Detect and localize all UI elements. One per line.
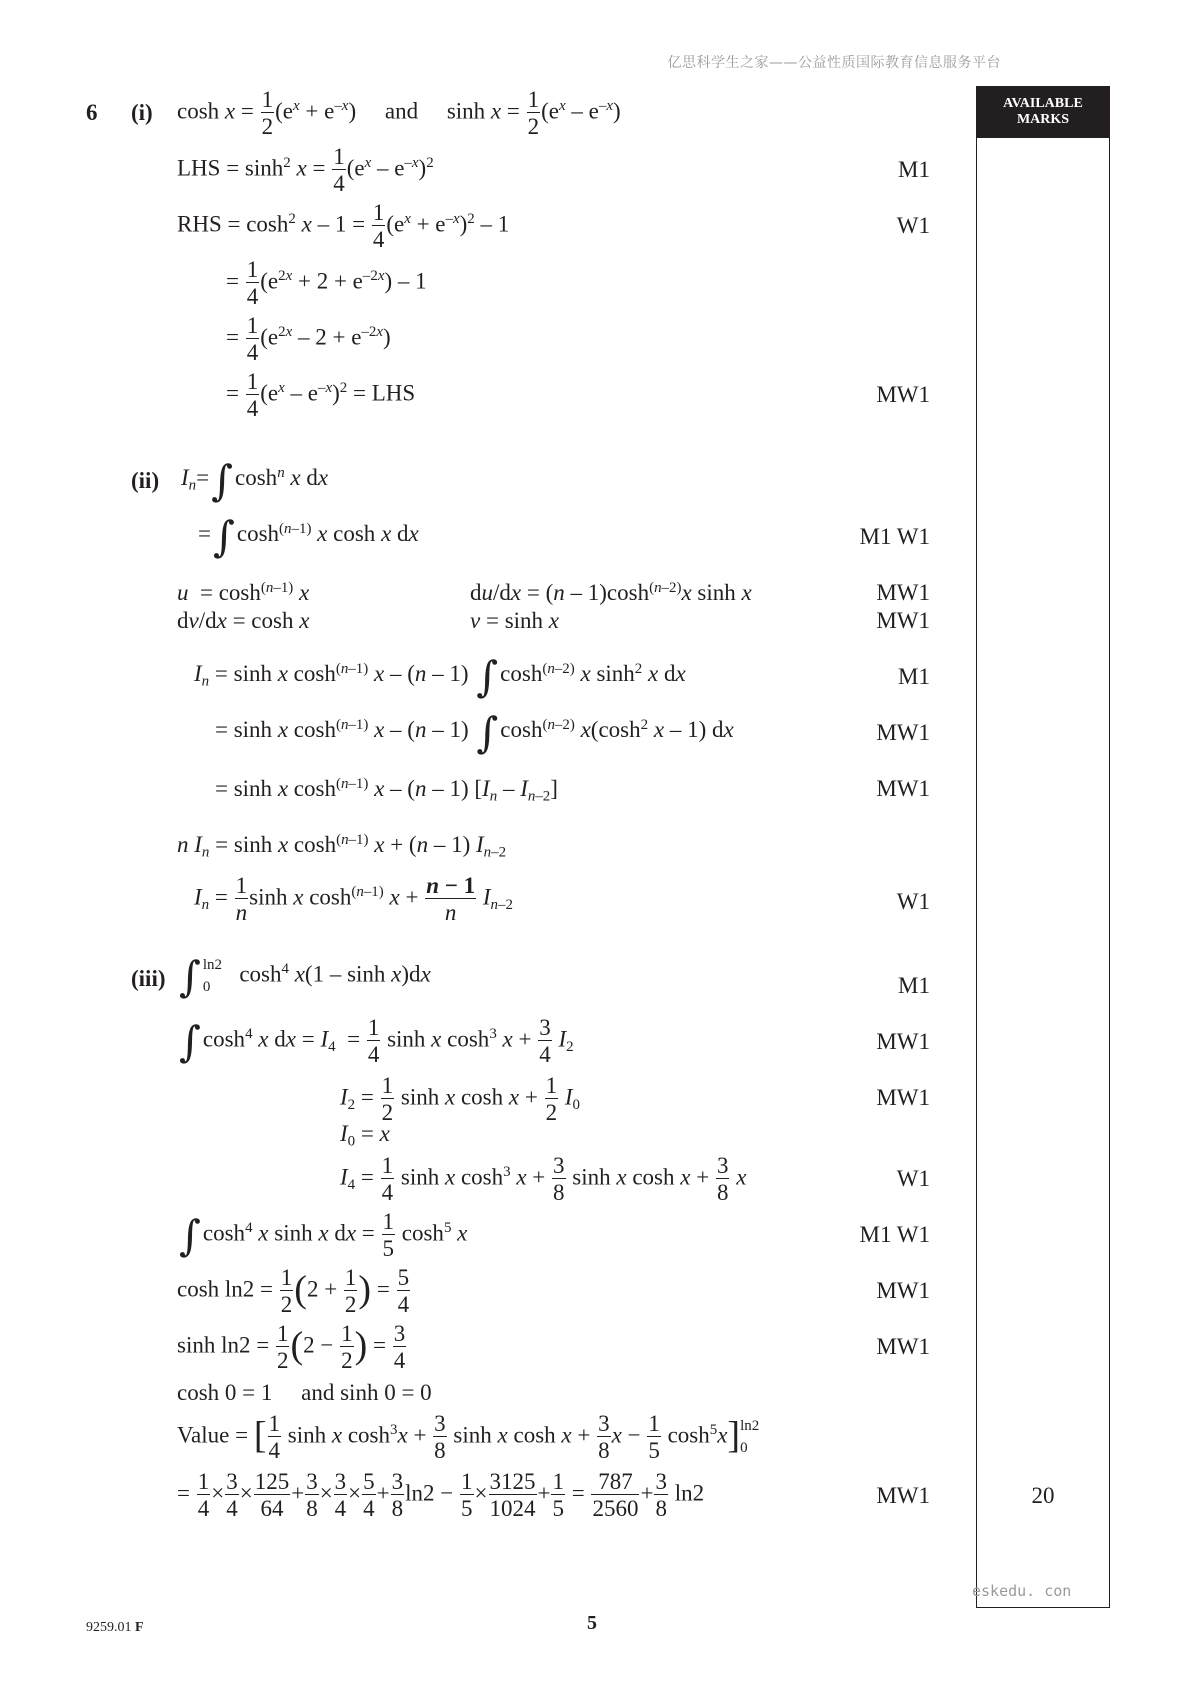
question-number: 6 — [86, 100, 98, 125]
line-i-definitions: cosh x = $\frac{1}{2}$ $(e^x + e^{-x})$ and sinh x = $\frac{1}{2}$ $(e^x - e^{-x})$ — [177, 87, 621, 139]
line-iii-I2: $I_2$ = $\frac{1}{2}$ sinh x cosh x + $\frac{1}{2}$ $I_0$ — [340, 1073, 580, 1125]
line-ii-split: $=\int\cosh^{(n-1)}$ x cosh x dx — [198, 512, 419, 561]
mark-ii-2: MW1 — [876, 580, 930, 605]
footer-code — [86, 1620, 144, 1636]
value-label: Value — [177, 1422, 230, 1448]
mark-i-1: M1 — [898, 157, 930, 182]
mark-iii-5: M1 W1 — [859, 1222, 930, 1247]
marks-header-line1: AVAILABLE — [1003, 96, 1083, 111]
line-iii-value: Value = [ $\frac{1}{4}$ sinh x $\cosh^3x$ + $\frac{3}{8}$ sinh x cosh x + $\frac{3}{8}$ x − $\frac{1}{5}$ $\cosh^5x$] ln2 0 — [177, 1411, 760, 1463]
line-iii-cosh-ln2: cosh ln2 = $\frac{1}{2}$ (2 + $\frac{1}{2}$ ) = $\frac{5}{4}$ — [177, 1265, 410, 1317]
footer-code-suffix: F — [135, 1620, 144, 1635]
part-label-ii: (ii) — [131, 468, 160, 493]
line-ii-parts2: = sinh x $\cosh^{(n-1)} x - (n - 1)$ $\int\cosh^{(n-2)}$ $x(\cosh^2$ x – 1) dx — [215, 708, 734, 757]
line-i-step3: = $\frac{1}{4}$ $(e^x - e^{-x})^2$ = LHS — [226, 369, 416, 421]
line-ii-result: $I_n$ = $\frac{1}{n}$ sinh x $\cosh^{(n-1)} x$ + $\frac{n - 1}{n}$ $I_{n-2}$ — [194, 873, 513, 925]
page-number: 5 — [587, 1612, 597, 1634]
mark-ii-5: MW1 — [876, 720, 930, 745]
mark-iii-1: M1 — [898, 973, 930, 998]
total-marks: 20 — [1031, 1483, 1055, 1508]
line-i-step1: = $\frac{1}{4}$ $(e^{2x} + 2 + e^{-2x}) - 1$ — [226, 257, 427, 309]
line-ii-v: v = sinh x — [470, 608, 559, 633]
part-label-i: (i) — [131, 100, 153, 125]
line-ii-parts1: $I_n = \sinh x$ $\cosh^{(n-1)} x - (n - 1)$ $\int\cosh^{(n-2)}$ x $\sinh^2 x$ dx — [194, 652, 686, 701]
line-iii-I4: $\int\cosh^4$ x dx = $I_4$ = $\frac{1}{4}$ sinh x $\cosh^3 x$ + $\frac{3}{4}$ $I_2$ — [179, 1015, 574, 1067]
rhs-label: RHS — [177, 211, 222, 237]
footer-code-number: 9259.01 — [86, 1620, 132, 1635]
line-ii-dv: dv/dx = cosh x — [177, 608, 310, 633]
mark-iii-7: MW1 — [876, 1334, 930, 1359]
marks-column-header — [976, 86, 1110, 138]
mark-iii-2: MW1 — [876, 1029, 930, 1054]
lhs-label: LHS — [177, 155, 221, 181]
line-ii-u: $u = \cosh^{(n-1)} x$ — [177, 579, 310, 605]
mark-iii-3: MW1 — [876, 1085, 930, 1110]
mark-i-2: W1 — [896, 213, 930, 238]
line-ii-def: $I_n=\int\cosh^n$ x dx — [181, 456, 329, 505]
line-ii-nIn: n $I_n = \sinh x$ $\cosh^{(n-1)} x + (n - 1)$ $I_{n-2}$ — [177, 831, 507, 861]
line-i-rhs: RHS = $\cosh^2 x - 1$ = $\frac{1}{4}$ $(e^x + e^{-x})^2 - 1$ — [177, 200, 510, 252]
mark-iii-4: W1 — [896, 1166, 930, 1191]
marks-column — [976, 86, 1110, 1608]
line-iii-I4-result: $I_4$ = $\frac{1}{4}$ sinh x $\cosh^3 x$ + $\frac{3}{8}$ sinh x cosh x + $\frac{3}{8}$ x — [340, 1153, 747, 1205]
line-iii-integral: ∫ ln2 0 $\cosh^4 x(1$ – sinh x)dx — [179, 952, 431, 1002]
mark-iii-8: MW1 — [876, 1483, 930, 1508]
mark-iii-6: MW1 — [876, 1278, 930, 1303]
marks-header-line2: MARKS — [1016, 112, 1070, 127]
watermark-bottom: eskedu. con — [972, 1582, 1072, 1600]
line-i-step2: = $\frac{1}{4}$ $(e^{2x} - 2 + e^{-2x})$ — [226, 313, 391, 365]
line-iii-final: = $\frac{1}{4}$ × $\frac{3}{4}$ × $\frac{125}{64}$ + $\frac{3}{8}$ × $\frac{3}{4}$ × $\frac{5}{4}$ + $\frac{3}{8}$ ln2 − $\frac{1}{5}$ × $\frac{3125}{1024}$ + $\frac{1}{5}$ = $\frac{787}{2560}$ + $\frac{3}{8}$ ln2 — [177, 1469, 705, 1521]
line-iii-sinh-integral: $\int\cosh^4$ x sinh x dx = $\frac{1}{5}$ $\cosh^5 x$ — [179, 1209, 468, 1261]
mark-ii-6: MW1 — [876, 776, 930, 801]
sinh0-text: and sinh 0 = 0 — [301, 1380, 432, 1405]
mark-ii-1: M1 W1 — [859, 524, 930, 549]
part-label-iii: (iii) — [131, 966, 166, 991]
line-iii-I0: $I_0 = x$ — [340, 1121, 390, 1150]
watermark-top: 亿思科学生之家——公益性质国际教育信息服务平台 — [667, 55, 1001, 71]
line-ii-parts3: = sinh x $\cosh^{(n-1)} x - (n - 1)$ $[I_n - I_{n-2}]$ — [215, 775, 558, 805]
and-word: and — [384, 98, 419, 124]
mark-ii-7: W1 — [896, 889, 930, 914]
line-i-lhs: LHS = $\sinh^2 x$ = $\frac{1}{4}$ $(e^x - e^{-x})^2$ — [177, 144, 434, 196]
mark-ii-4: M1 — [898, 664, 930, 689]
line-iii-zero-values — [177, 1380, 432, 1406]
line-iii-sinh-ln2: sinh ln2 = $\frac{1}{2}$ (2 − $\frac{1}{2}$ ) = $\frac{3}{4}$ — [177, 1321, 406, 1373]
line-ii-du: $du/dx = (n - 1)\cosh^{(n-2)}x$ sinh x — [470, 579, 752, 605]
mark-ii-3: MW1 — [876, 608, 930, 633]
mark-i-3: MW1 — [876, 382, 930, 407]
cosh0-text: cosh 0 = 1 — [177, 1380, 273, 1405]
